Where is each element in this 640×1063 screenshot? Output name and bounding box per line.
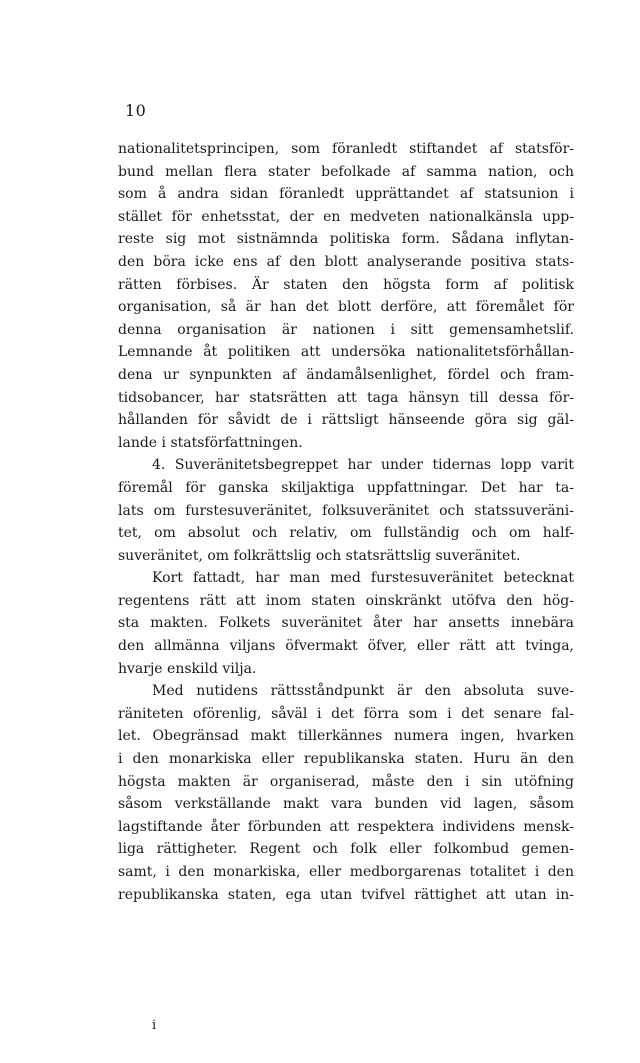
text-line: Med nutidens rättsståndpunkt är den absoluta suve- (152, 683, 574, 700)
text-line: lagstiftande åter förbunden att respektera individens mensk- (118, 818, 574, 835)
text-line: Lemnande åt politiken att undersöka nationalitetsförhållan- (118, 344, 574, 361)
text-line: liga rättigheter. Regent och folk eller folkombud gemen- (118, 841, 574, 858)
text-line: denna organisation är nationen i sitt gemensamhetslif. (118, 321, 574, 338)
text-line: organisation, så är han det blott derföre, att föremålet för (118, 299, 574, 316)
text-line: let. Obegränsad makt tillerkännes numera ingen, hvarken (118, 728, 574, 745)
text-line: hvarje enskild vilja. (118, 660, 257, 677)
text-line: rätten förbises. Är staten den högsta form af politisk (118, 276, 574, 293)
text-line: tidsobancer, har statsrätten att taga hänsyn till dessa för- (118, 389, 574, 406)
text-line: räniteten oförenlig, såväl i det förra som i det senare fal- (118, 705, 574, 722)
text-line: såsom verkställande makt vara bunden vid lagen, såsom (118, 796, 574, 813)
text-line: högsta makten är organiserad, måste den i sin utöfning (118, 773, 574, 790)
text-line: samt, i den monarkiska, eller medborgarenas totalitet i den (118, 864, 574, 880)
text-line: reste sig mot sistnämnda politiska form. Sådana inflytan- (118, 231, 574, 248)
text-line: den allmänna viljans öfvermakt öfver, eller rätt att tvinga, (118, 638, 574, 655)
text-line: dena ur synpunkten af ändamålsenlighet, fördel och fram- (118, 366, 574, 383)
text-line: lande i statsförfattningen. (118, 434, 303, 451)
text-line: 4. Suveränitetsbegreppet har under tidernas lopp varit (152, 457, 574, 474)
text-line: tet, om absolut och relativ, om fullständig och om half- (118, 525, 574, 542)
text-line: stället för enhetsstat, der en medveten nationalkänsla upp- (118, 208, 574, 225)
text-line: sta makten. Folkets suveränitet åter har ansetts innebära (118, 615, 574, 632)
text-line: republikanska staten, ega utan tvifvel rättighet att utan in- (118, 886, 574, 903)
text-line: den böra icke ens af den blott analyserande positiva stats- (118, 253, 574, 270)
text-line: bund mellan flera stater befolkade af samma nation, och (118, 163, 574, 180)
page-number: 10 (125, 101, 147, 120)
text-line: nationalitetsprincipen, som föranledt stiftandet af statsför- (118, 141, 574, 157)
text-line: regentens rätt att inom staten oinskränkt utöfva den hög- (118, 592, 574, 609)
text-line: föremål för ganska skiljaktiga uppfattningar. Det har ta- (118, 479, 574, 496)
text-line: Kort fattadt, har man med furstesuveränitet betecknat (152, 570, 574, 587)
signature-mark: i (152, 1018, 157, 1033)
text-line: i den monarkiska eller republikanska staten. Huru än den (118, 751, 574, 768)
text-line: hållanden för såvidt de i rättsligt hänseende göra sig gäl- (118, 412, 574, 429)
text-line: suveränitet, om folkrättslig och statsrättslig suveränitet. (118, 547, 521, 564)
text-line: lats om furstesuveränitet, folksuveränitet och statssuveräni- (118, 502, 574, 519)
text-line: som å andra sidan föranledt upprättandet af statsunion i (118, 186, 574, 203)
body-text (118, 138, 574, 906)
